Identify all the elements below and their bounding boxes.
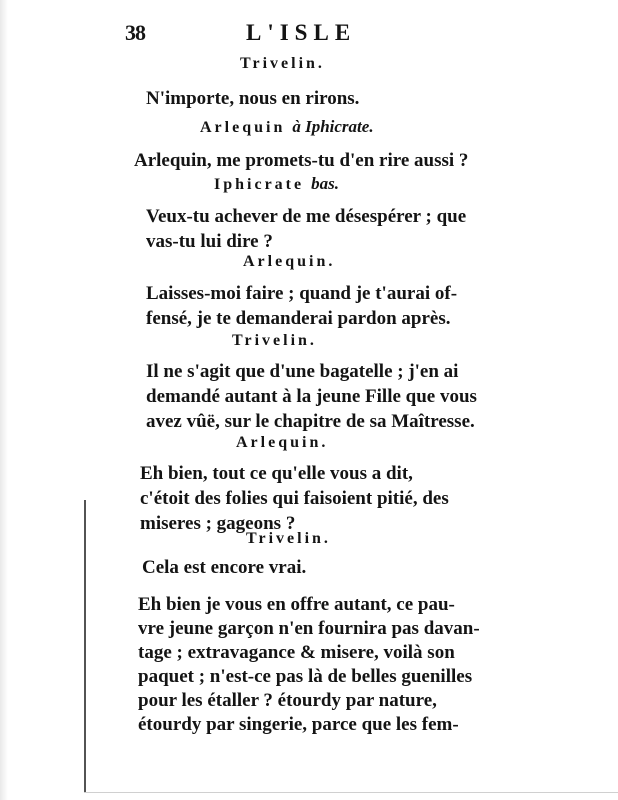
running-head: L'ISLE [246,20,357,45]
gutter-shadow [0,0,8,800]
speaker-name: Arlequin. [243,253,336,270]
speech-line: miseres ; gageons ? [140,513,296,534]
speech-line: Eh bien, tout ce qu'elle vous a dit, [140,463,413,484]
speech-block [142,555,487,580]
speaker-heading [214,174,339,194]
speech-block [138,593,483,737]
speech-line: paquet ; n'est-ce pas là de belles guenilles [138,666,473,687]
speaker-heading [246,530,331,548]
speaker-heading [236,434,328,452]
speech-line: N'importe, nous en rirons. [146,88,360,109]
speech-block [146,359,491,434]
speaker-name: Trivelin. [232,332,317,349]
stage-direction: à Iphicrate. [292,117,374,136]
speech-block [140,461,485,536]
speaker-heading [243,253,335,271]
speech-line: Eh bien je vous en offre autant, ce pau- [138,594,455,615]
speech-block [146,204,491,254]
speech-block [146,281,491,331]
speech-line: tage ; extravagance & misere, voilà son [138,642,455,663]
speaker-name: Arlequin [200,119,286,136]
speech-line: c'étoit des folies qui faisoient pitié, des [140,488,449,509]
speech-line: étourdy par singerie, parce que les fem- [138,714,459,735]
speaker-heading [240,55,325,73]
speech-line: demandé autant à la jeune Fille que vous [146,386,477,407]
speech-line: Cela est encore vrai. [142,557,307,578]
speaker-heading [200,117,374,137]
speaker-heading [232,332,317,350]
speech-line: Veux-tu achever de me désespérer ; que [146,206,467,227]
margin-rule [84,500,86,792]
speech-line: vas-tu lui dire ? [146,231,273,252]
stage-direction: bas. [311,174,339,193]
speaker-name: Arlequin. [236,434,329,451]
speech-line: Il ne s'agit que d'une bagatelle ; j'en ai [146,361,459,382]
speech-line: vre jeune garçon n'en fournira pas davan- [138,618,480,639]
speech-block [146,86,491,111]
speech-line: Arlequin, me promets-tu d'en rire aussi ? [134,150,469,171]
speech-line: Laisses-moi faire ; quand je t'aurai of- [146,283,458,304]
page-number: 38 [125,20,145,45]
speaker-name: Trivelin. [246,530,331,547]
speech-line: avez vûë, sur le chapitre de sa Maîtresse. [146,411,475,432]
speech-line: pour les étaller ? étourdy par nature, [138,690,437,711]
speech-block [134,148,479,173]
speaker-name: Trivelin. [240,55,325,72]
speech-line: fensé, je te demanderai pardon après. [146,308,451,329]
speaker-name: Iphicrate [214,176,305,193]
page-bottom-edge [84,792,618,793]
